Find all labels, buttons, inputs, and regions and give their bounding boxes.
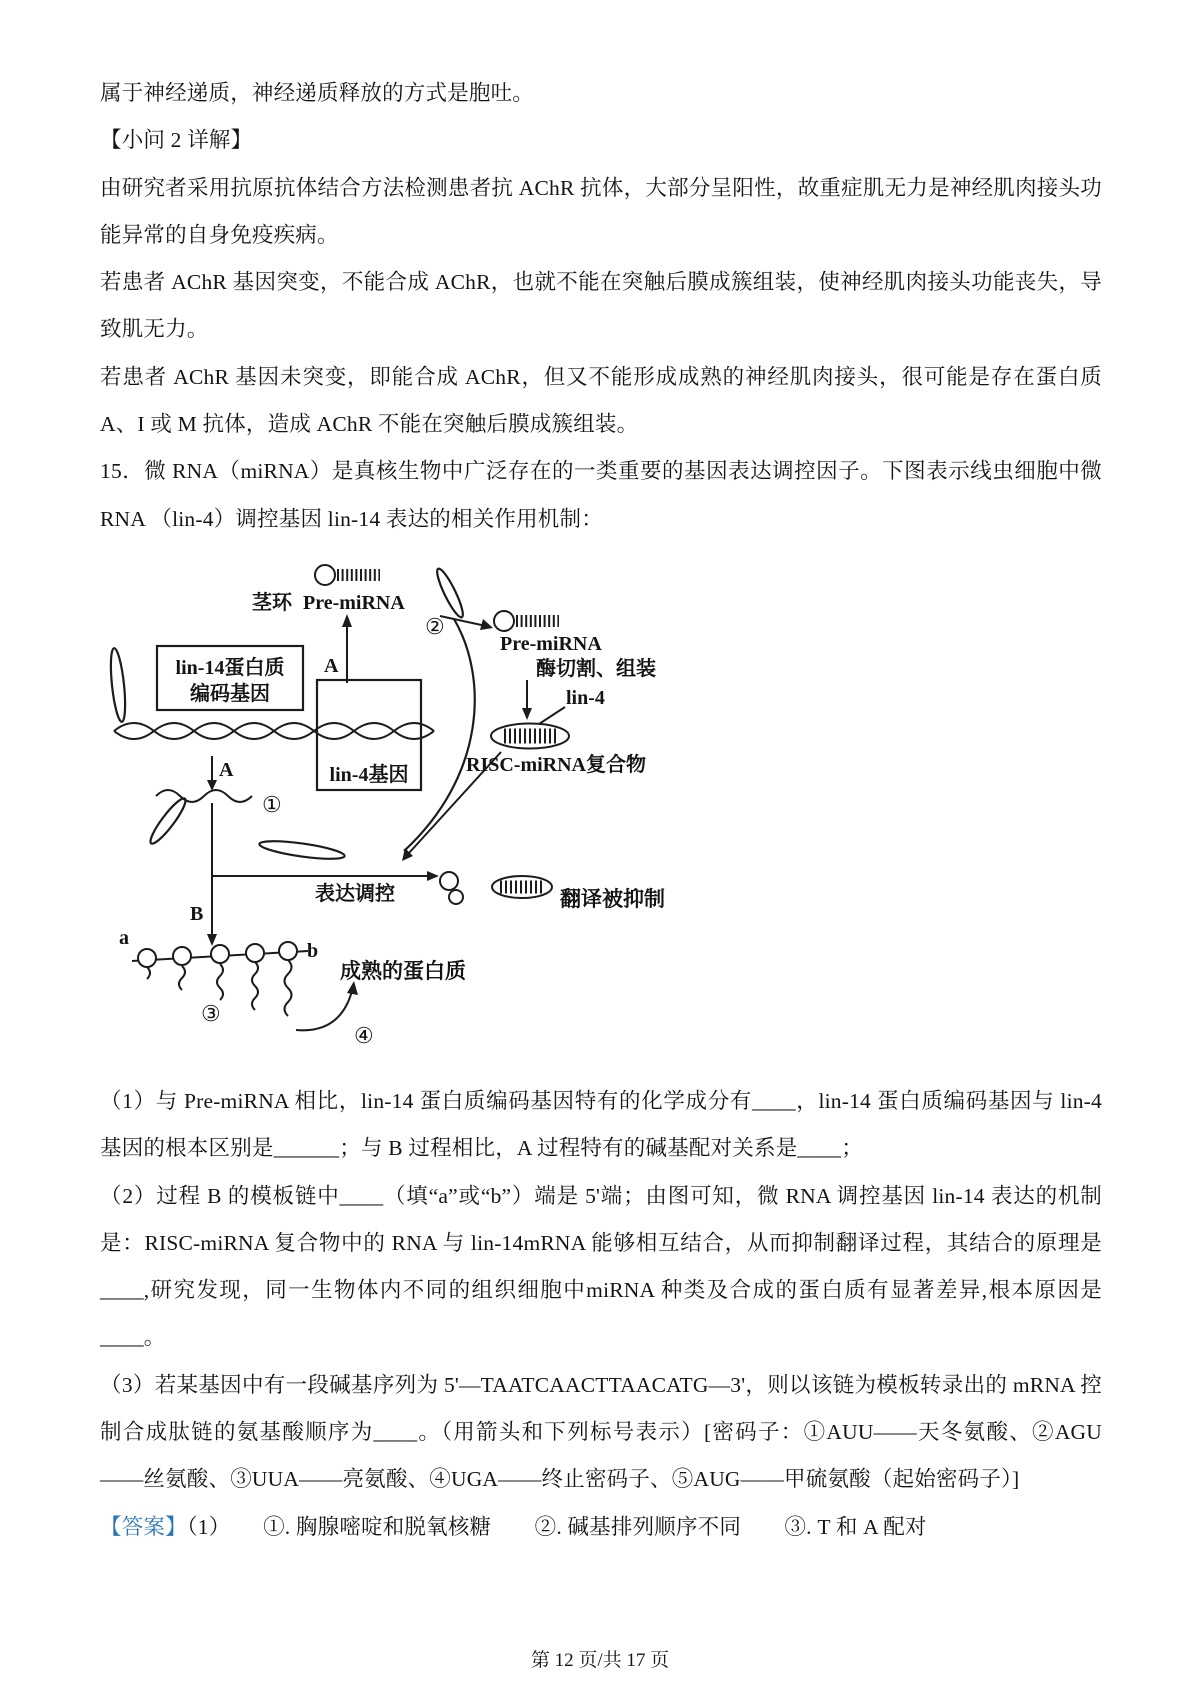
answer-line xyxy=(100,1504,1102,1551)
paragraph-achr-antibody: 由研究者采用抗原抗体结合方法检测患者抗 AChR 抗体，大部分呈阳性，故重症肌无力是神经肌肉接头功能异常的自身免疫疾病。 xyxy=(100,175,1102,247)
paragraph-achr-no-mutation: 若患者 AChR 基因未突变，即能合成 AChR，但又不能形成成熟的神经肌肉接头，很可能是存在蛋白质 A、I 或 M 抗体，造成 AChR 不能在突触后膜成簇组装。 xyxy=(100,364,1102,437)
page-footer: 第 12 页/共 17 页 xyxy=(530,1650,670,1671)
answer-text: （1） ①. 胸腺嘧啶和脱氧核糖 ②. 碱基排列顺序不同 ③. T 和 A 配对 xyxy=(186,1514,927,1539)
subquestion-3: （3）若某基因中有一段碱基序列为 5'—TAATCAACTTAACATG—3'，则以该链为模板转录出的 mRNA 控制合成肽链的氨基酸顺序为____。（用箭头和下列标号表示）[密码子：①AUU——天冬氨酸、②AGU——丝氨酸、③UUA——亮氨酸、④UGA——终止密码子、⑤AUG——甲硫氨酸（起始密码子）] xyxy=(100,1372,1102,1492)
question-15-stem: 15．微 RNA（miRNA）是真核生物中广泛存在的一类重要的基因表达调控因子。下图表示线虫细胞中微 RNA （lin-4）调控基因 lin-14 表达的相关作用机制： xyxy=(100,459,1102,531)
subquestion-1: （1）与 Pre-miRNA 相比，lin-14 蛋白质编码基因特有的化学成分有____，lin-14 蛋白质编码基因与 lin-4 基因的根本区别是______；与 B 过程相比，A 过程特有的碱基配对关系是____； xyxy=(100,1088,1102,1161)
answer-label: 【答案】 xyxy=(100,1514,187,1539)
step-4-marker: ④ xyxy=(354,1022,374,1048)
risc-complex-shape xyxy=(491,723,569,748)
dna-helix xyxy=(114,723,434,739)
step-1-marker: ① xyxy=(262,791,282,817)
process-a-left-label: A xyxy=(219,758,234,781)
process-a-top-label: A xyxy=(324,654,339,677)
pre-mirna-top-label: Pre-miRNA xyxy=(303,591,405,614)
heading-subquestion2-analysis: 【小问 2 详解】 xyxy=(100,128,253,153)
paragraph-achr-mutation: 若患者 AChR 基因突变，不能合成 AChR，也就不能在突触后膜成簇组装，使神经肌肉接头功能丧失，导致肌无力。 xyxy=(100,270,1102,342)
expression-regulation-label: 表达调控 xyxy=(315,882,395,905)
stem-loop-label: 茎环 xyxy=(252,591,292,614)
process-b-label: B xyxy=(190,902,204,925)
step-3-marker: ③ xyxy=(201,1000,221,1026)
pre-mirna-hairpin-right-shape xyxy=(494,611,559,631)
mature-protein-label: 成熟的蛋白质 xyxy=(340,958,466,983)
mirna-mechanism-diagram xyxy=(102,553,702,1065)
lin14-gene-box-label-line1: lin-14蛋白质 xyxy=(175,656,285,679)
translation-inhibited-label: 翻译被抑制 xyxy=(560,886,665,911)
end-a-label: a xyxy=(119,926,129,949)
lin4-gene-box-label: lin-4基因 xyxy=(329,763,409,786)
lin14-gene-box-label-line2: 编码基因 xyxy=(190,682,270,705)
risc-complex-label: RISC-miRNA复合物 xyxy=(466,753,646,776)
step-2-marker: ② xyxy=(425,613,445,639)
diagram-container xyxy=(102,553,1102,1070)
end-b-label: b xyxy=(307,939,319,962)
paragraph-neurotransmitter: 属于神经递质，神经递质释放的方式是胞吐。 xyxy=(100,81,535,105)
pre-mirna-hairpin-top-shape xyxy=(315,565,380,585)
enzyme-cut-assemble-label: 酶切割、组装 xyxy=(536,657,656,680)
translation-inhibited-shape xyxy=(440,872,552,904)
pre-mirna-right-label: Pre-miRNA xyxy=(500,632,602,655)
subquestion-2: （2）过程 B 的模板链中____（填“a”或“b”）端是 5'端；由图可知，微 RNA 调控基因 lin-14 表达的机制是：RISC-miRNA 复合物中的 RNA 与 lin-14mRNA 能够相互结合，从而抑制翻译过程，其结合的原理是____,研究发现，同一生物体内不同的组织细胞中miRNA 种类及合成的蛋白质有显著差异,根本原因是____。 xyxy=(100,1183,1102,1350)
lin4-label: lin-4 xyxy=(566,686,605,709)
